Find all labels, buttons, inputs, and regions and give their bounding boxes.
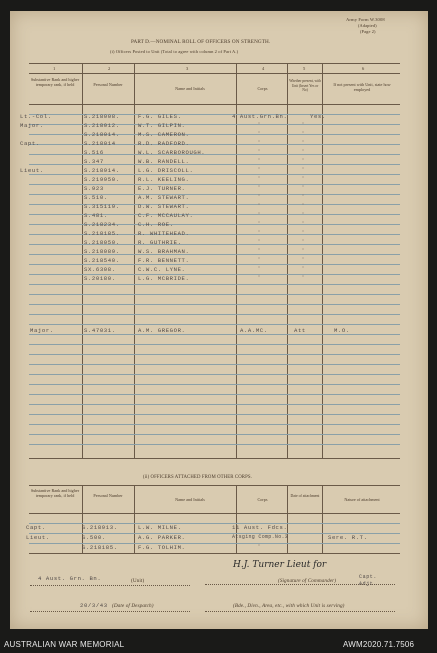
- attached-number: S.218913.: [82, 524, 118, 531]
- table-rule: [29, 513, 400, 514]
- table-rule: [29, 63, 400, 64]
- cell-name: R. WHITEHEAD.: [138, 230, 190, 237]
- cell-present: ": [302, 123, 305, 127]
- cell-present: ": [302, 240, 305, 244]
- extra-name: A.M. GREGOR.: [138, 327, 186, 334]
- cell-present: ": [302, 213, 305, 217]
- cell-corps: ": [258, 177, 261, 181]
- cell-number: S.218050.: [84, 239, 120, 246]
- cell-present: Yes.: [310, 113, 326, 120]
- header-rank-ii: Substantive Rank and higher temporary rank, if held: [30, 488, 80, 498]
- cell-present: ": [302, 150, 305, 154]
- caption-left: AUSTRALIAN WAR MEMORIAL: [4, 640, 125, 649]
- row-rule: [29, 364, 400, 365]
- form-page: (Page 2): [360, 29, 376, 34]
- row-rule: [29, 174, 400, 175]
- cell-number: S.516: [84, 149, 104, 156]
- date-line: [30, 611, 190, 612]
- col-number: 4: [262, 66, 265, 71]
- header-corps-ii: Corps: [257, 497, 268, 502]
- attached-rank: Capt.: [26, 524, 46, 531]
- form-number: Army Form W.3008: [346, 17, 385, 22]
- header-if-not-present: If not present with Unit, state how employed: [333, 82, 391, 92]
- cell-name: W.B. RANDELL.: [138, 158, 190, 165]
- table-rule: [29, 73, 400, 74]
- cell-name: R.L. KEELING.: [138, 176, 190, 183]
- cell-present: ": [302, 231, 305, 235]
- row-rule: [29, 294, 400, 295]
- header-nature-attachment: Nature of attachment: [344, 497, 380, 502]
- cell-present: ": [302, 276, 305, 280]
- header-date-attachment: Date of attachment: [290, 494, 320, 498]
- attached-number: S.500.: [82, 534, 106, 541]
- cell-name: F.G. GILES.: [138, 113, 182, 120]
- cell-rank: Capt.: [20, 140, 40, 147]
- row-rule: [29, 284, 400, 285]
- cell-name: R.D. RADFORD.: [138, 140, 190, 147]
- row-rule: [29, 304, 400, 305]
- row-rule: [29, 394, 400, 395]
- col-number: 5: [303, 66, 306, 71]
- bde-label: (Bde., Divn., Area, etc., with which Unit is serving): [233, 603, 345, 609]
- signature-title: Capt. Adjt.: [359, 574, 378, 587]
- cell-present: ": [302, 168, 305, 172]
- header-personal-number: Personal Number: [93, 82, 123, 87]
- cell-present: ": [302, 177, 305, 181]
- extra-number: S.47031.: [84, 327, 116, 334]
- cell-present: ": [302, 258, 305, 262]
- cell-number: S.218012.: [84, 122, 120, 129]
- cell-number: S.219950.: [84, 176, 120, 183]
- header-rank: Substantive Rank and higher temporary rank, if held: [30, 77, 80, 87]
- cell-present: ": [302, 159, 305, 163]
- header-name-ii: Name and Initials: [175, 497, 205, 502]
- cell-corps: 4 Aust.Grn.Bn.: [232, 113, 288, 120]
- table-column-rule: [134, 63, 135, 458]
- form-adapted: (Adapted): [358, 23, 377, 28]
- cell-number: S.218234.: [84, 221, 120, 228]
- cell-number: S.218014.: [84, 131, 120, 138]
- extra-how-employed: M.O.: [334, 327, 350, 334]
- cell-name: W.T. GILPIN.: [138, 122, 186, 129]
- cell-present: ": [302, 141, 305, 145]
- cell-name: E.J. TURNER.: [138, 185, 186, 192]
- cell-number: SX.6308.: [84, 266, 116, 273]
- cell-name: M.S. CAMERON.: [138, 131, 190, 138]
- col-number: 6: [362, 66, 365, 71]
- cell-corps: ": [258, 132, 261, 136]
- table-rule: [29, 458, 400, 459]
- header-name: Name and Initials: [175, 86, 205, 91]
- attached-nature: Sere. R.T.: [328, 534, 368, 541]
- cell-present: ": [302, 222, 305, 226]
- cell-corps: ": [258, 222, 261, 226]
- cell-number: S.923: [84, 185, 104, 192]
- cell-corps: ": [258, 231, 261, 235]
- cell-name: W.L. SCARBOROUGH.: [138, 149, 206, 156]
- cell-number: S.218540.: [84, 257, 120, 264]
- extra-rank: Major.: [30, 327, 54, 334]
- unit-label: (Unit): [131, 578, 145, 584]
- cell-name: R. GUTHRIE.: [138, 239, 182, 246]
- bde-line: [205, 611, 395, 612]
- signature-label: (Signature of Commander): [278, 578, 337, 584]
- row-rule: [29, 374, 400, 375]
- commander-signature: H.J. Turner Lieut for: [233, 560, 327, 570]
- row-rule: [29, 354, 400, 355]
- cell-corps: ": [258, 141, 261, 145]
- row-rule: [29, 324, 400, 325]
- cell-corps: ": [258, 258, 261, 262]
- cell-name: W.S. BRAHMAN.: [138, 248, 190, 255]
- col-number: 1: [53, 66, 56, 71]
- header-whether-present: Whether present, with Unit (Insert Yes or No): [289, 79, 321, 92]
- extra-present: Att: [294, 327, 306, 334]
- extra-corps: A.A.MC.: [240, 327, 268, 334]
- cell-corps: ": [258, 204, 261, 208]
- cell-rank: Lieut.: [20, 167, 44, 174]
- table-column-rule: [322, 63, 323, 458]
- header-corps: Corps: [257, 86, 268, 91]
- cell-name: D.W. STEWART.: [138, 203, 190, 210]
- table-column-rule: [82, 63, 83, 458]
- row-rule: [29, 444, 400, 445]
- cell-rank: Lt.-Col.: [20, 113, 52, 120]
- row-rule: [29, 434, 400, 435]
- despatch-date-label: (Date of Despatch): [112, 603, 154, 609]
- cell-corps: ": [258, 213, 261, 217]
- cell-number: S.218089.: [84, 248, 120, 255]
- attached-number: S.218185.: [82, 544, 118, 551]
- col-number: 2: [108, 66, 111, 71]
- row-rule: [29, 404, 400, 405]
- part-title: PART D.—NOMINAL ROLL OF OFFICERS ON STRENGTH.: [131, 39, 271, 45]
- attached-corps: 11 Aust. Fdcs.: [232, 524, 288, 531]
- unit-value: 4 Aust. Grn. Bn.: [38, 575, 102, 582]
- table-rule: [29, 553, 400, 554]
- cell-present: ": [302, 267, 305, 271]
- row-rule: [29, 424, 400, 425]
- despatch-date: 20/3/43: [80, 602, 108, 609]
- table-rule: [29, 485, 400, 486]
- table-column-rule: [287, 63, 288, 458]
- attached-name: A.G. PARKER.: [138, 534, 186, 541]
- row-rule: [29, 414, 400, 415]
- cell-corps: ": [258, 249, 261, 253]
- attached-corps: ": [258, 545, 261, 549]
- cell-name: L.G. MCBRIDE.: [138, 275, 190, 282]
- cell-name: F.R. BENNETT.: [138, 257, 190, 264]
- cell-corps: ": [258, 267, 261, 271]
- cell-corps: ": [258, 240, 261, 244]
- cell-present: ": [302, 186, 305, 190]
- cell-present: ": [302, 249, 305, 253]
- cell-present: ": [302, 204, 305, 208]
- cell-corps: ": [258, 123, 261, 127]
- table-rule: [29, 104, 400, 105]
- col-number: 3: [186, 66, 189, 71]
- attached-corps: Atsging Comp.No.3: [232, 534, 289, 540]
- section-ii-title: (ii) OFFICERS ATTACHED FROM OTHER CORPS.: [143, 475, 252, 480]
- cell-number: S.347: [84, 158, 104, 165]
- cell-name: C.W.C. LYNE.: [138, 266, 186, 273]
- cell-corps: ": [258, 195, 261, 199]
- unit-line: [30, 585, 190, 586]
- attached-name: L.W. MILNE.: [138, 524, 182, 531]
- cell-present: ": [302, 195, 305, 199]
- cell-name: A.M. STEWART.: [138, 194, 190, 201]
- cell-name: L.G. DRISCOLL.: [138, 167, 194, 174]
- cell-number: S.481.: [84, 212, 108, 219]
- row-rule: [29, 384, 400, 385]
- attached-name: F.G. TOLHIM.: [138, 544, 186, 551]
- cell-rank: Major.: [20, 122, 44, 129]
- cell-name: C.F. MCCAULAY.: [138, 212, 194, 219]
- cell-number: S.510.: [84, 194, 108, 201]
- table-column-rule: [236, 63, 237, 458]
- cell-number: S.218008.: [84, 113, 120, 120]
- cell-name: C.H. ROE.: [138, 221, 174, 228]
- caption-right: AWM2020.71.7506: [343, 640, 415, 649]
- cell-corps: ": [258, 150, 261, 154]
- cell-corps: ": [258, 276, 261, 280]
- row-rule: [29, 264, 400, 265]
- cell-corps: ": [258, 159, 261, 163]
- row-rule: [29, 314, 400, 315]
- cell-number: S.218914.: [84, 167, 120, 174]
- cell-present: ": [302, 132, 305, 136]
- cell-corps: ": [258, 186, 261, 190]
- header-personal-number-ii: Personal Number: [93, 493, 123, 498]
- cell-number: S.20180.: [84, 275, 116, 282]
- section-i-title: (i) Officers Posted to Unit (Total to agree with column 2 of Part A.): [110, 49, 239, 54]
- cell-number: S.218014: [84, 140, 116, 147]
- cell-number: S.218185.: [84, 230, 120, 237]
- cell-corps: ": [258, 168, 261, 172]
- cell-number: S.315119.: [84, 203, 120, 210]
- attached-rank: Lieut.: [26, 534, 50, 541]
- row-rule: [29, 334, 400, 335]
- row-rule: [29, 344, 400, 345]
